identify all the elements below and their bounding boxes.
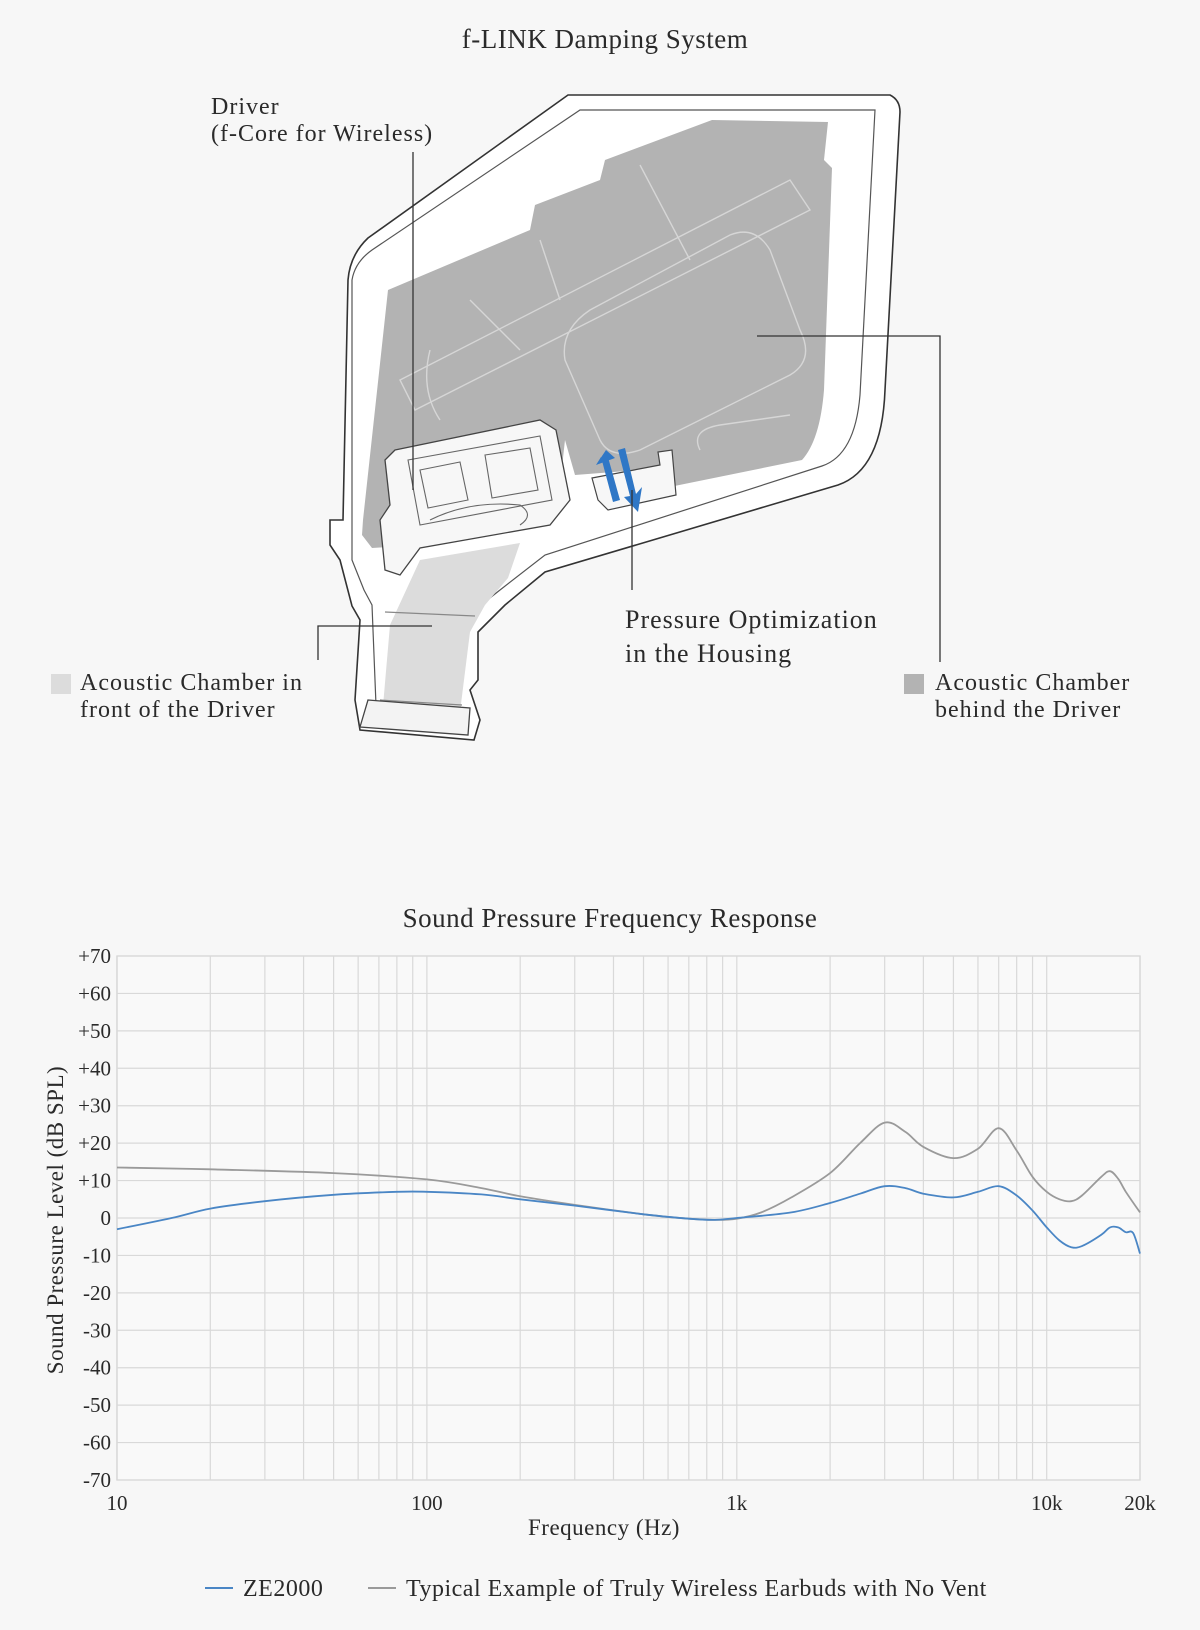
y-tick-label: +60 xyxy=(78,981,111,1006)
driver-label: Driver (f-Core for Wireless) xyxy=(211,94,434,147)
chart-grid xyxy=(117,956,1140,1480)
x-tick-label: 20k xyxy=(1124,1491,1156,1515)
y-tick-label: -50 xyxy=(83,1393,111,1418)
front-chamber-label: Acoustic Chamber in front of the Driver xyxy=(80,670,303,723)
x-axis-label: Frequency (Hz) xyxy=(528,1515,680,1540)
y-axis-label: Sound Pressure Level (dB SPL) xyxy=(43,1065,68,1375)
x-tick-label: 1k xyxy=(726,1491,748,1515)
chart-title: Sound Pressure Frequency Response xyxy=(402,903,818,933)
chart-legend xyxy=(205,1576,987,1602)
y-tick-label: -40 xyxy=(83,1355,111,1380)
x-tick-label: 10 xyxy=(106,1491,128,1515)
y-tick-label: +10 xyxy=(78,1168,111,1193)
y-tick-label: +20 xyxy=(78,1131,111,1156)
y-tick-label: +50 xyxy=(78,1018,111,1043)
legend-label-0: ZE2000 xyxy=(243,1576,324,1602)
x-tick-label: 10k xyxy=(1030,1491,1063,1515)
y-tick-label: -20 xyxy=(83,1280,111,1305)
legend-label-1: Typical Example of Truly Wireless Earbuds with No Vent xyxy=(406,1576,987,1602)
y-tick-label: +70 xyxy=(78,944,111,968)
y-tick-label: -10 xyxy=(83,1243,111,1268)
diagram-title: f-LINK Damping System xyxy=(461,24,749,54)
y-tick-label: 0 xyxy=(100,1206,111,1230)
pressure-label: Pressure Optimization in the Housing xyxy=(625,605,878,668)
y-tick-label: +40 xyxy=(78,1056,111,1081)
x-tick-label: 100 xyxy=(411,1491,443,1515)
rear-chamber-label: Acoustic Chamber behind the Driver xyxy=(935,670,1131,723)
y-tick-label: +30 xyxy=(78,1093,111,1118)
y-tick-label: -30 xyxy=(83,1318,111,1343)
y-tick-label: -70 xyxy=(83,1468,111,1492)
y-tick-label: -60 xyxy=(83,1430,111,1455)
